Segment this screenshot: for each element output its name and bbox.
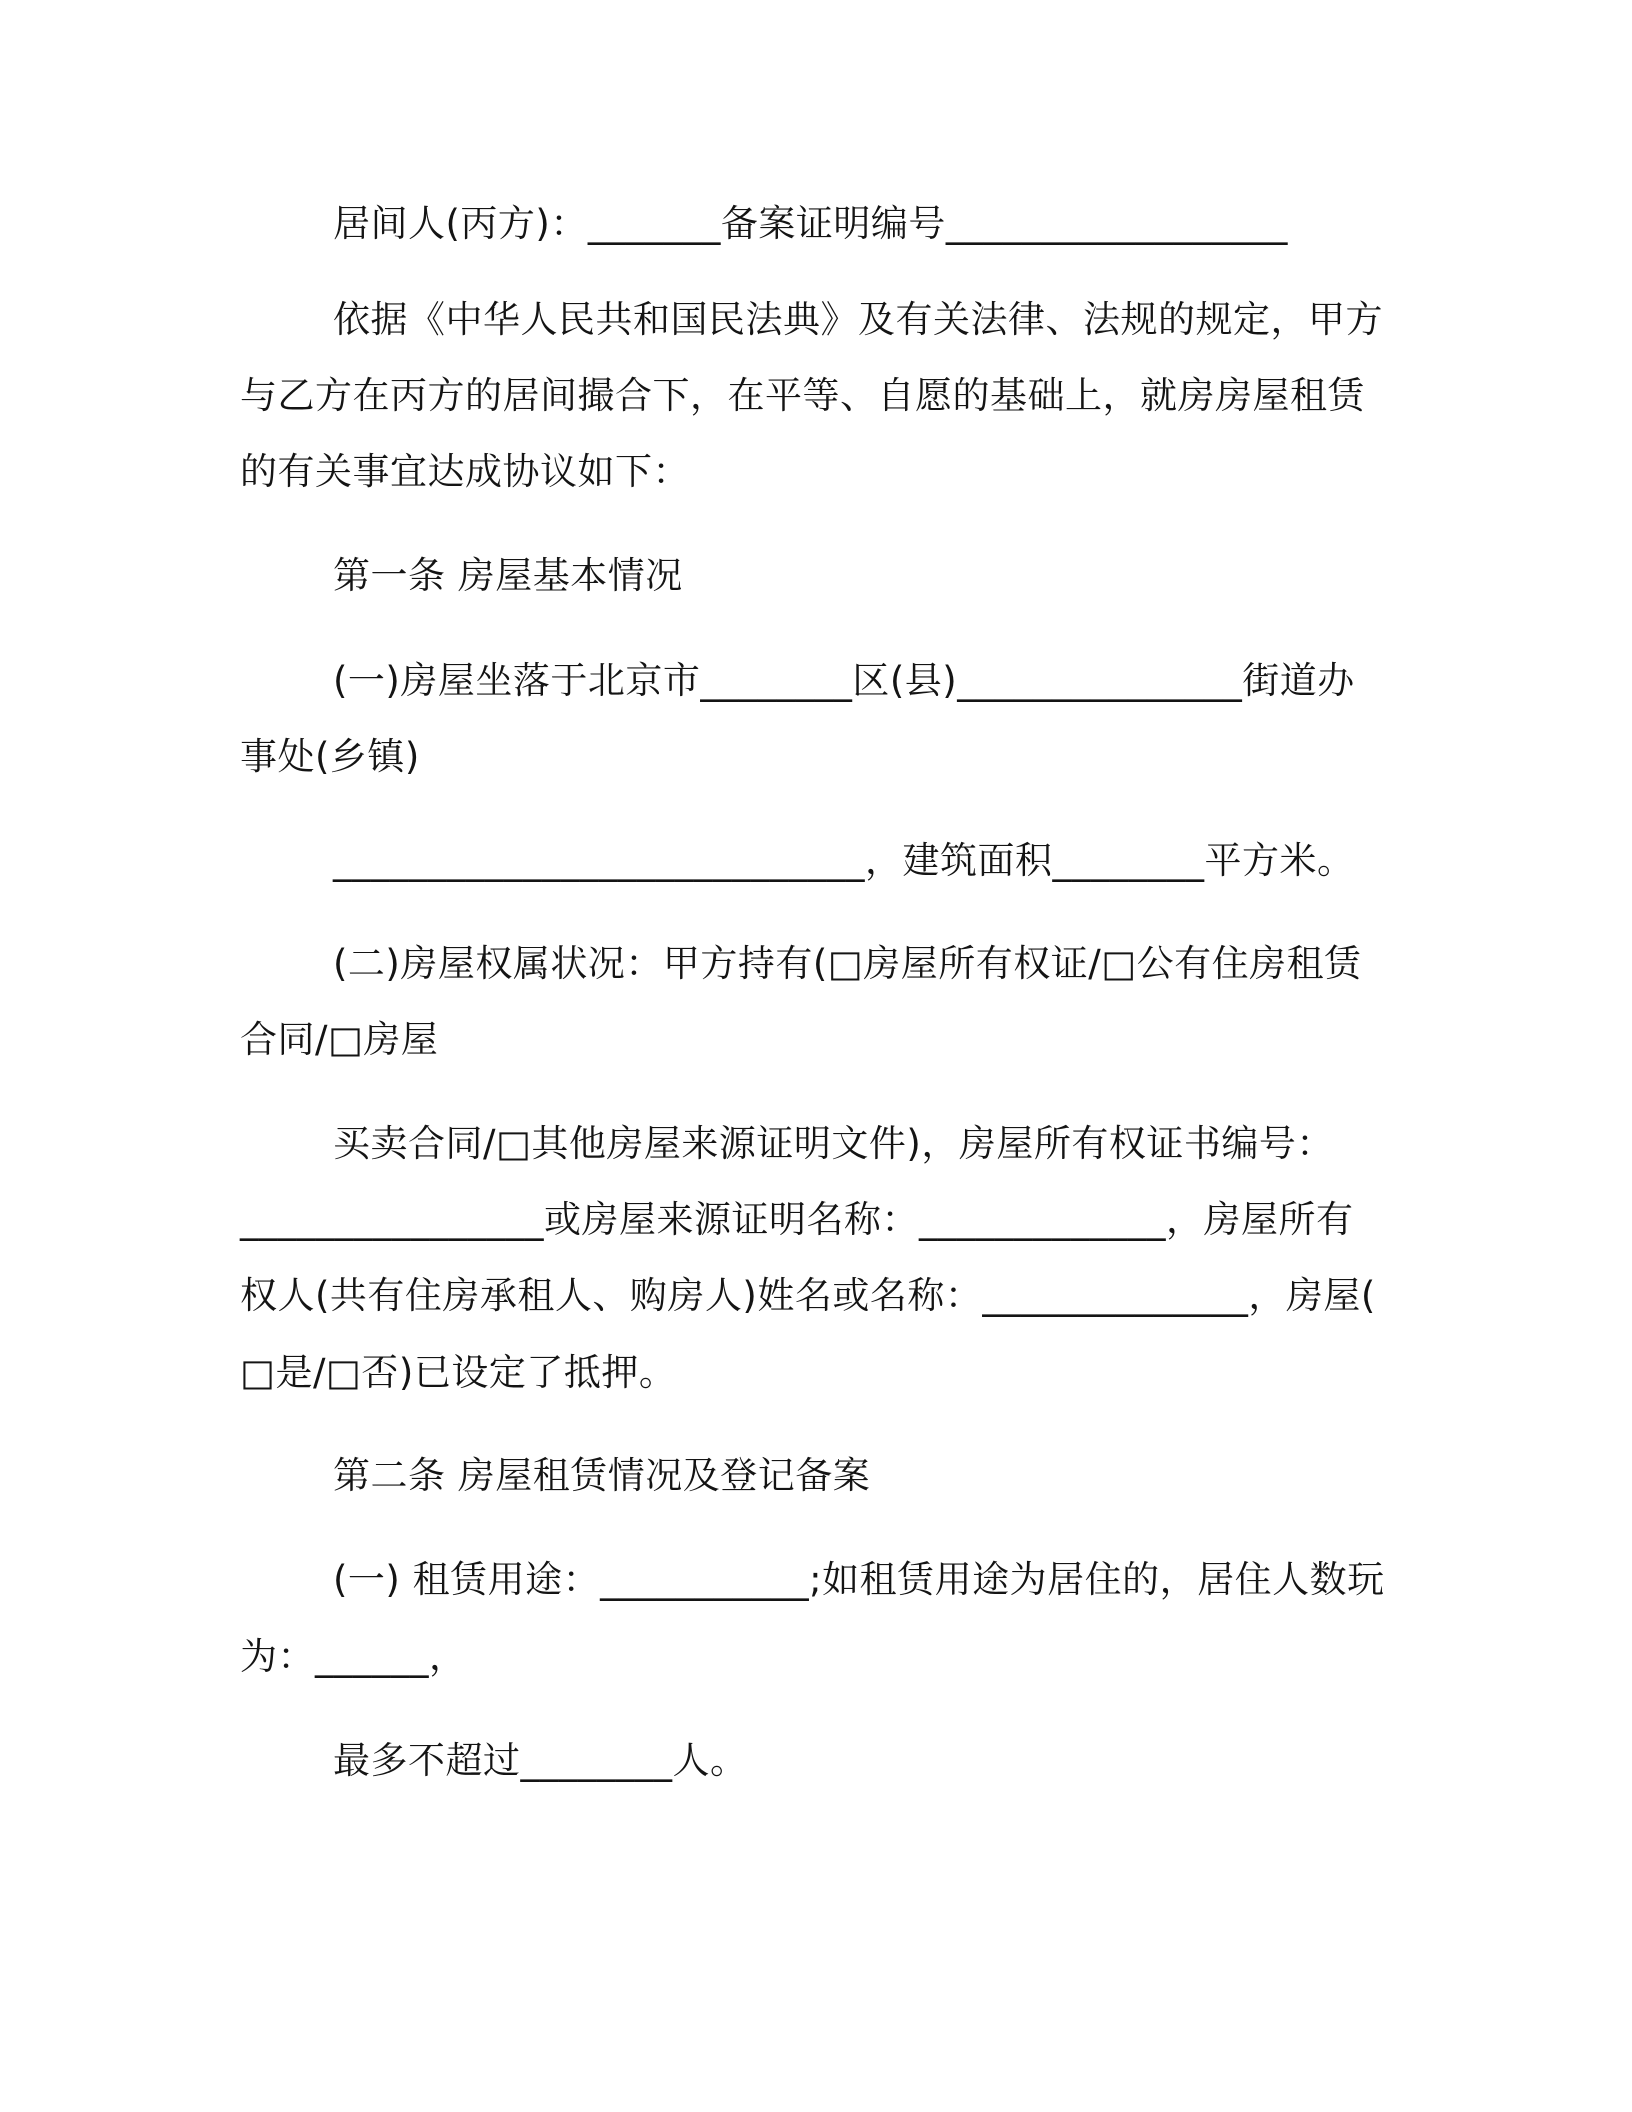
lease-purpose-line-2: 为：______， [240,1635,467,1678]
article-2-heading: 第二条 房屋租赁情况及登记备案 [333,1454,871,1497]
lease-purpose-line-1: (一) 租赁用途：___________;如租赁用途为居住的，居住人数玩 [333,1558,1385,1601]
house-location-line-2: 事处(乡镇) [240,735,420,778]
building-area-line: ____________________________，建筑面积________平方米。 [333,839,1355,882]
house-location-line-1: (一)房屋坐落于北京市________区(县)_______________街道办 [333,659,1355,702]
preamble-line-3: 的有关事宜达成协议如下： [240,450,690,493]
article-1-heading: 第一条 房屋基本情况 [333,554,683,597]
ownership-proof-line-4: □是/□否)已设定了抵押。 [240,1351,677,1394]
preamble-line-1: 依据《中华人民共和国民法典》及有关法律、法规的规定，甲方 [333,298,1383,341]
ownership-status-line-2: 合同/□房屋 [240,1018,439,1061]
preamble-line-2: 与乙方在丙方的居间撮合下，在平等、自愿的基础上，就房房屋租赁 [240,374,1365,417]
ownership-proof-line-2: ________________或房屋来源证明名称：_____________，房屋所有 [240,1198,1354,1241]
ownership-proof-line-3: 权人(共有住房承租人、购房人)姓名或名称：______________，房屋( [240,1274,1376,1317]
max-occupants-line: 最多不超过________人。 [333,1739,748,1782]
intermediary-party-line: 居间人(丙方)：_______备案证明编号__________________ [333,202,1288,245]
ownership-status-line-1: (二)房屋权属状况：甲方持有(□房屋所有权证/□公有住房租赁 [333,942,1362,985]
ownership-proof-line-1: 买卖合同/□其他房屋来源证明文件)，房屋所有权证书编号： [333,1122,1334,1165]
